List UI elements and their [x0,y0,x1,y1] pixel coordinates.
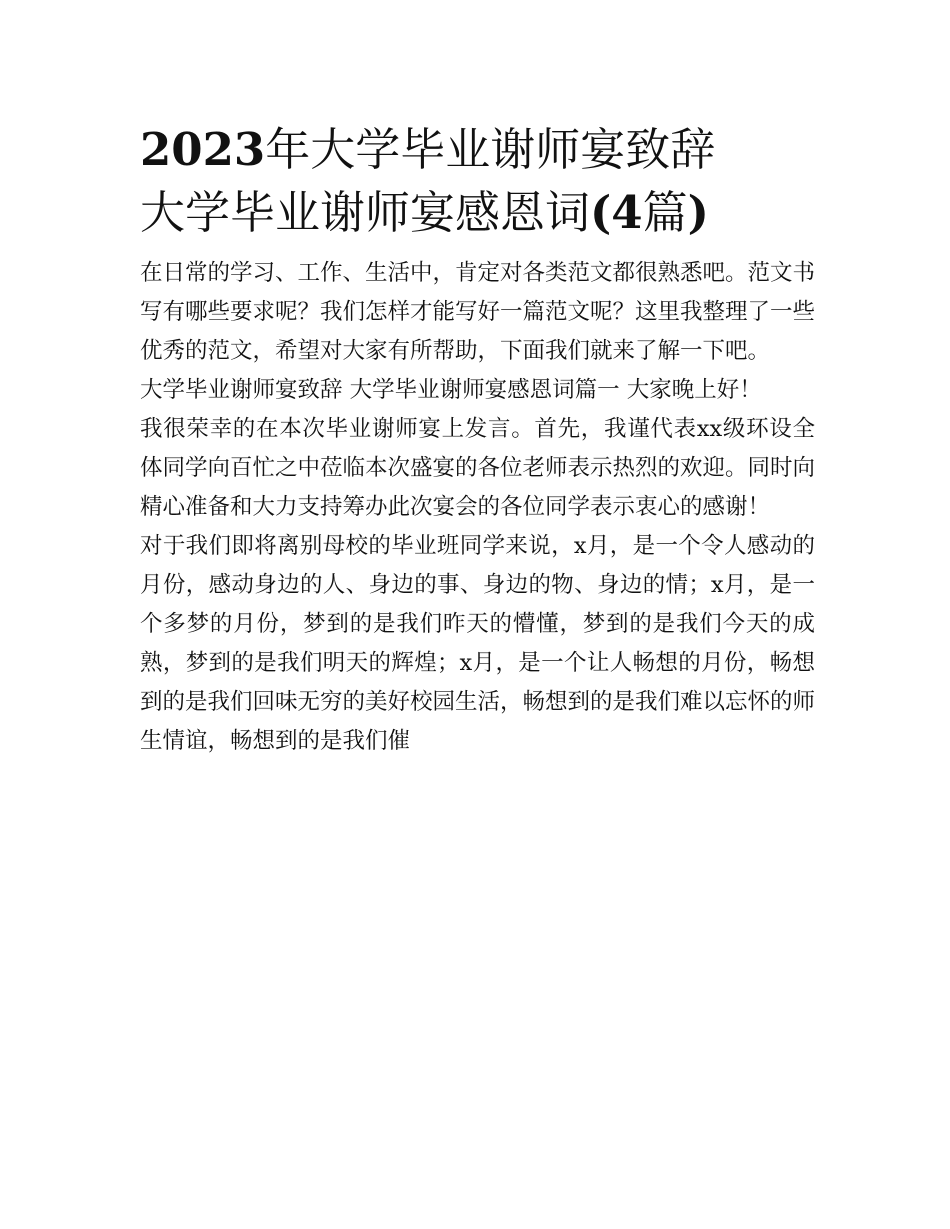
document-title [140,118,815,244]
document-page [140,0,815,761]
title-line-2 [140,181,815,244]
document-body [140,254,815,761]
intro-paragraph: 在日常的学习、工作、生活中，肯定对各类范文都很熟悉吧。范文书写有哪些要求呢？我们怎样才能写好一篇范文呢？这里我整理了一些优秀的范文，希望对大家有所帮助，下面我们就来了解一下吧。 [140,260,816,364]
title-count: (4 [590,186,643,239]
speech-paragraph-1: 我很荣幸的在本次毕业谢师宴上发言。首先，我谨代表xx级环设全体同学向百忙之中莅临本次盛宴的各位老师表示热烈的欢迎。同时向精心准备和大力支持筹办此次宴会的各位同学表示衷心的感谢！ [140,416,816,520]
title-close-paren: ) [687,186,709,239]
speech-paragraph-2: 对于我们即将离别母校的毕业班同学来说，x月，是一个令人感动的月份，感动身边的人、身边的事、身边的物、身边的情；x月，是一个多梦的月份，梦到的是我们昨天的懵懂，梦到的是我们今天的成熟，梦到的是我们明天的辉煌；x月，是一个让人畅想的月份，畅想到的是我们回味无穷的美好校园生活，畅想到的是我们难以忘怀的师生情谊，畅想到的是我们催 [140,533,816,754]
title-line-2-text: 大学毕业谢师宴感恩词 [140,186,591,239]
title-count-unit: 篇 [642,186,688,239]
title-line-1 [140,118,815,181]
title-year: 2023 [140,123,266,176]
section-heading-paragraph: 大学毕业谢师宴致辞 大学毕业谢师宴感恩词篇一 大家晚上好！ [140,377,762,403]
title-line-1-text: 年大学毕业谢师宴致辞 [265,123,716,176]
